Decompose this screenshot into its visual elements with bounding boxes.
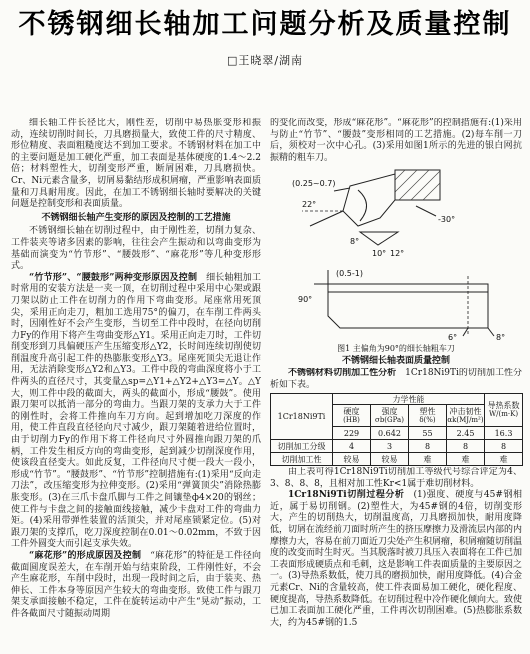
label-angle-6: 6° [448,333,458,342]
machinability-table [270,393,523,466]
intro-paragraph: 细长轴工件长径比大，刚性差，切削中易热胀变形和振动，连续切削时间长，刀具磨损量大，致使工件的尺寸精度、形位精度、表面粗糙度达不到加工要求。不锈钢材料在加工中的主要问题是加工硬化严重，加工表面是基体硬度的1.4～2.2倍；材料塑性大，切削变形严重，断屑困难，刀具磨损快。Cr、Ni元素含量多，切屑易黏结形成积屑瘤，严重影响表面质量和刀具耐用度。因此，在加工不锈钢细长轴时要解决的关键问题是控制变形和表面质量。 [11,118,261,210]
tool-side-view [328,284,488,328]
label-bottom-tolerance: (0.5-1) [336,269,363,278]
figure-1-caption: 图1 主偏角为90°的细长轴粗车刀 [337,344,455,353]
angle-mark-8 [488,328,494,336]
table-cell: 2.45 [447,427,485,440]
table-cell: 难 [409,453,447,466]
table-cell: 55 [409,427,447,440]
table-cell: 8 [485,440,523,453]
figure-1-turning-tool [288,166,520,342]
table-cell: 8 [447,440,485,453]
left-column [11,118,261,650]
column-name: 强度 [381,406,398,416]
tool-tip-top-view [343,174,395,226]
tool-cross-section [360,232,398,245]
section-heading-deformation: 不锈钢细长轴产生变形的原因及控制的工艺措施 [41,212,231,223]
subsection-machinability [270,368,522,391]
table-cell: 较易 [333,453,371,466]
label-angle-8-top: 8° [350,237,360,246]
table-row-label: 切削加工分级 [271,440,333,453]
label-angle-neg30: -30° [438,215,456,224]
hatch-line [399,170,429,200]
section-intro-paragraph: 不锈钢细长轴在切削过程中，由于刚性差，切削力复杂、工件装夹等诸多因素的影响，往往会产生振动和以弯曲变形为基础而演变为“竹节形”、“腰鼓形”、“麻花形”等几种变形形式。 [11,226,261,272]
subsection-heading-bamboo-drum: “竹节形”、“腰鼓形”两种变形原因及控制 [29,272,198,283]
subsection-heading-twist: “麻花形”的形成原因及控制 [29,550,142,561]
label-angle-10: 10° [372,249,387,258]
column-name: 塑性 [419,406,436,416]
column-name: 导热系数 [487,401,520,410]
right-column-top [270,118,522,166]
column-name: 冲击韧性 [449,406,482,416]
table-cell: 难 [447,453,485,466]
column-unit: σb(GPa) [375,415,404,424]
table-cell: 较易 [371,453,409,466]
chip-breaker-groove [358,190,367,221]
table-column-header [333,405,371,427]
table-column-header [447,405,485,427]
table-column-header [371,405,409,427]
table-cell: 229 [333,427,371,440]
angle-line-neg30 [416,206,436,216]
table-cell: 4 [333,440,371,453]
table-cell: 8 [409,440,447,453]
table-row-grade [271,440,523,453]
table-conclusion-paragraph: 由上表可得1Cr18Ni9Ti切削加工等级代号综合评定为4、3、8、8、8，且相对加工性Kr<1属于难切削材料。 [270,467,522,489]
hatch-line [395,170,417,192]
label-top-tolerance: (0.25~0.7) [292,179,336,188]
label-angle-22: 22° [302,200,317,209]
column-unit: W/(m·K) [488,410,519,418]
column-unit: δ(%) [419,415,436,424]
table-group-header: 力学性能 [333,394,485,405]
right-column-bottom [270,467,522,650]
machinability-intro [270,368,522,392]
label-angle-12: 12° [390,249,405,258]
table-column-header [485,394,523,427]
subsection-text-twist: “麻花形”的特征是工件径向截面圆度误差大，在车削开始与结束阶段，工件刚性好，不会产生麻花形，车削中段时，出现一段时间之后，由于装夹、热伸长、工件本身等原因产生较大的弯曲变形。致使工件与跟刀架支承面接触不稳定，工件在旋转运动中产生“晃动”振动，工件各截面尺寸随振动周期 [11,550,261,619]
table-material-cell: 1Cr18Ni9Ti [271,394,333,440]
table-row-label: 切削加工性 [271,453,333,466]
subsection-text-bamboo-drum: 细长轴粗加工时常用的安装方法是一夹一顶，在切削过程中采用中心架或跟刀架以防止工件在切削力的作用下弯曲变形。尾座常用死顶尖，采用正向走刀，粗加工选用75°的偏刀，在车削工件两头时，因刚性好不会产生变形，当切至工件中段时，在径向切削力Fy的作用下将产生弯曲变形△Y1。采用正向走刀时，工件切削变形到刀具偏硬压产生压缩变形△Y2，长时间连续切削使切削温度升高引起工件的热膨胀变形△Y3。尾座死顶尖无退让作用，无法消除变形△Y2和△Y3。工件中段的弯曲深度将小于工件两头的直径尺寸，其变量△sp=△Y1+△Y2+△Y3=△Y。△Y大，则工件中段的截面大，两头的截面小，形成“腰鼓”。使用跟刀架可以抵消一部分的弯曲力。当跟刀架的支承力大于工件的刚性时，会将工件推向车刀方向。起到增加吃刀深度的作用，使工件直段直径径向尺寸减少，跟刀架随着进给位置时，由于切削力Fy的作用下将工件径向尺寸外圆推向跟刀架的爪柄，工件发生相反方向的弯曲变形，起到减少切削深度作用，使该段直径变大。如此反复，工件径向尺寸便一段大一段小，形成“竹节”。“腰鼓形”、“竹节形”控制措施有:(1)采用“反向走刀法”，改压缩变形为拉伸变形。(2)采用“弹簧顶尖”消除热膨胀变形。(3)在三爪卡盘爪脚与工件之间镶垫ф4×20的钢丝；使工件与卡盘之间的接触面线接触，减少卡盘对工件的弯曲力矩。(4)采用带弹性装置的活顶尖，并对尾座锁紧定位。(5)对跟刀架的支撑爪，吃刀深度控制在0.01～0.02mm，不致于因工件外圆变大而引起支承失效。 [11,272,261,550]
article-title: 不锈钢细长轴加工问题分析及质量控制 [18,9,512,40]
column-unit: αk(MJ/m²) [447,415,484,424]
hatch-line [411,171,440,200]
section-heading-surface-quality: 不锈钢细长轴表面质量控制 [341,356,450,366]
hatch-line [395,170,405,180]
label-angle-90: 90° [298,295,313,304]
column-name: 硬度 [343,406,360,416]
subsection-text-cutting-process: (1)强度、硬度与45#钢相近，属于易切削钢。(2)塑性大，为45#钢的4倍，切削变形大，产生的切削热大，切削温度高，刀具磨损加快，耐用度降低，切屑在流经前刀面时所产生的挤压摩擦力及滑流层内部的内摩擦力大，容易在前刀面近刀尖处产生积屑瘤，积屑瘤随切削温度的改变而时生时灭。当其脱落时被刀具压入表面将在工件已加工表面形成硬质点和毛刺，这是影响工件表面质量的主要原因之一。(3)导热系数低，使刀具的磨损加快，耐用度降低。(4)合金元素Cr、Ni的含量较高，使工件表面易加工硬化，硬化程度、硬度提高，导热系数降低。在切削过程中冷作硬化倾向大。致使已加工表面加工硬化严重，工件再次切削困难。(5)热膨胀系数大，约为45#钢的1.5 [270,490,522,628]
table-header-row [271,394,523,405]
subsection-cutting-process [270,490,522,629]
subsection-heading-machinability: 不锈钢材料切削加工性分析 [288,368,397,378]
tolerance-leader-line [334,188,350,191]
table-cell: 0.642 [371,427,409,440]
table-row-machinability [271,453,523,466]
label-angle-8-bottom: 8° [496,333,506,342]
table-cell: 16.3 [485,427,523,440]
twist-continued-paragraph: 的变化而改变，形成“麻花形”。“麻花形”的控制措施有:(1)采用与防止“竹节”、“腰鼓”变形相同的工艺措施。(2)每车削一刀后，须校对一次中心孔。(3)采用如图1所示的先进的银白网抗振精的粗车刀。 [270,118,522,163]
angle-line-22 [310,211,343,226]
subsection-bamboo-drum [11,273,261,551]
angle-mark-6 [463,328,468,336]
subsection-heading-cutting-process: 1Cr18Ni9Ti切削过程分析 [288,490,405,501]
subsection-twist [11,551,261,621]
table-cell: 难 [485,453,523,466]
column-unit: (HB) [343,415,360,424]
table-column-header [409,405,447,427]
article-author: □王晓翠/湖南 [226,54,304,67]
table-cell: 3 [371,440,409,453]
subsection-text-machinability: 1Cr18Ni9Ti的切削加工性分析如下表。 [270,368,522,390]
